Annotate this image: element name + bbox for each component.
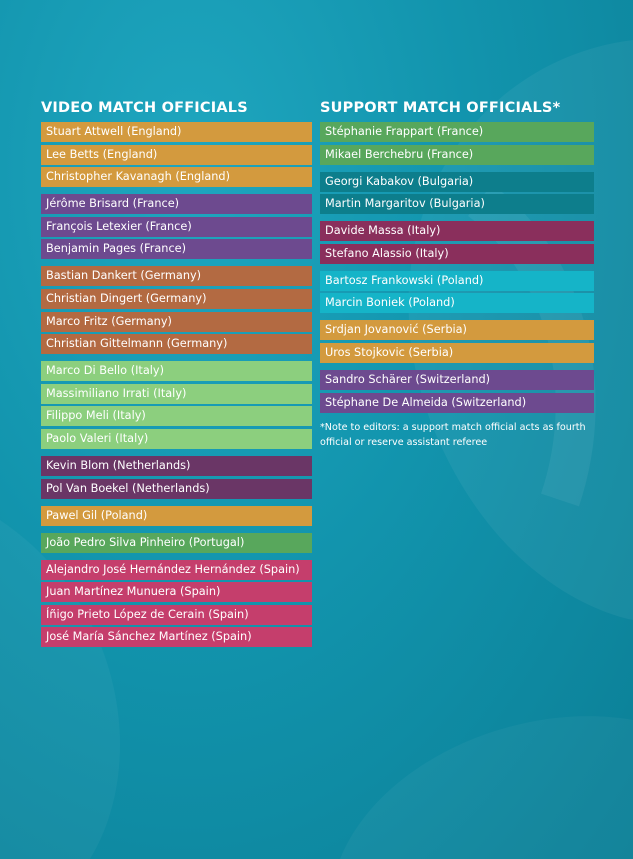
- official-name-row: Srdjan Jovanović (Serbia): [320, 320, 594, 340]
- official-name-row: Christian Gittelmann (Germany): [41, 334, 312, 354]
- support-officials-list: [320, 122, 594, 413]
- official-name-row: Bartosz Frankowski (Poland): [320, 271, 594, 291]
- official-name-row: Christian Dingert (Germany): [41, 289, 312, 309]
- support-officials-group: [320, 370, 594, 413]
- official-name-row: Pol Van Boekel (Netherlands): [41, 479, 312, 499]
- support-officials-group: [320, 122, 594, 165]
- official-name-row: Jérôme Brisard (France): [41, 194, 312, 214]
- video-officials-group: [41, 122, 312, 187]
- official-name-row: Uros Stojkovic (Serbia): [320, 343, 594, 363]
- official-name-row: Stéphanie Frappart (France): [320, 122, 594, 142]
- official-name-row: Juan Martínez Munuera (Spain): [41, 582, 312, 602]
- official-name-row: Bastian Dankert (Germany): [41, 266, 312, 286]
- video-officials-group: [41, 506, 312, 526]
- official-name-row: Benjamin Pages (France): [41, 239, 312, 259]
- video-officials-list: [41, 122, 312, 647]
- video-officials-group: [41, 533, 312, 553]
- official-name-row: João Pedro Silva Pinheiro (Portugal): [41, 533, 312, 553]
- official-name-row: Sandro Schärer (Switzerland): [320, 370, 594, 390]
- support-officials-group: [320, 320, 594, 363]
- official-name-row: Martin Margaritov (Bulgaria): [320, 194, 594, 214]
- official-name-row: Stéphane De Almeida (Switzerland): [320, 393, 594, 413]
- official-name-row: Mikael Berchebru (France): [320, 145, 594, 165]
- official-name-row: Davide Massa (Italy): [320, 221, 594, 241]
- editor-note: *Note to editors: a support match official acts as fourth official or reserve assistant referee: [320, 421, 586, 448]
- support-officials-column: [320, 96, 594, 450]
- official-name-row: José María Sánchez Martínez (Spain): [41, 627, 312, 647]
- support-officials-group: [320, 221, 594, 264]
- official-name-row: Marco Di Bello (Italy): [41, 361, 312, 381]
- support-officials-group: [320, 271, 594, 314]
- official-name-row: Kevin Blom (Netherlands): [41, 456, 312, 476]
- video-officials-group: [41, 266, 312, 354]
- official-name-row: Stuart Attwell (England): [41, 122, 312, 142]
- official-name-row: Filippo Meli (Italy): [41, 406, 312, 426]
- official-name-row: Georgi Kabakov (Bulgaria): [320, 172, 594, 192]
- video-officials-column: [41, 96, 312, 654]
- video-officials-heading: VIDEO MATCH OFFICIALS: [41, 100, 248, 116]
- official-name-row: Massimiliano Irrati (Italy): [41, 384, 312, 404]
- official-name-row: Alejandro José Hernández Hernández (Spain): [41, 560, 312, 580]
- official-name-row: Paolo Valeri (Italy): [41, 429, 312, 449]
- official-name-row: Íñigo Prieto López de Cerain (Spain): [41, 605, 312, 625]
- video-officials-group: [41, 194, 312, 259]
- video-officials-group: [41, 560, 312, 648]
- official-name-row: Lee Betts (England): [41, 145, 312, 165]
- official-name-row: Stefano Alassio (Italy): [320, 244, 594, 264]
- official-name-row: Marcin Boniek (Poland): [320, 293, 594, 313]
- official-name-row: Pawel Gil (Poland): [41, 506, 312, 526]
- support-officials-heading: SUPPORT MATCH OFFICIALS*: [320, 100, 561, 116]
- video-officials-group: [41, 361, 312, 449]
- video-officials-group: [41, 456, 312, 499]
- official-name-row: François Letexier (France): [41, 217, 312, 237]
- support-officials-group: [320, 172, 594, 215]
- official-name-row: Christopher Kavanagh (England): [41, 167, 312, 187]
- official-name-row: Marco Fritz (Germany): [41, 312, 312, 332]
